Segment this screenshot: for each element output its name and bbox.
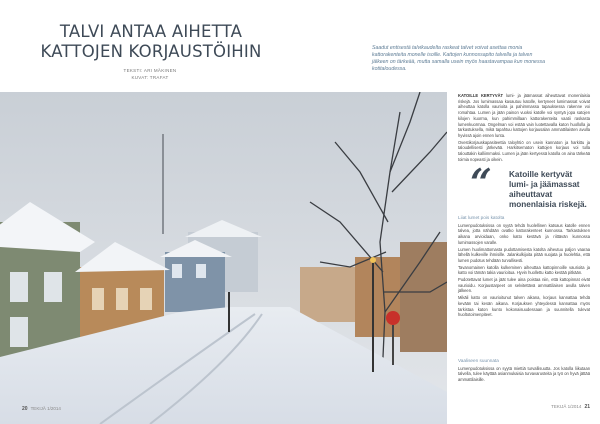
- article-column-middle: [458, 215, 590, 319]
- article-column-top: [458, 93, 590, 163]
- folio-label-left: TEKIJÄ 1/2014: [30, 406, 61, 411]
- section-subhead: Liiat lumet pois katolta: [458, 215, 505, 220]
- folio-label-right: TEKIJÄ 1/2014: [551, 404, 582, 409]
- pull-quote-text: Katoille kertyvät lumi- ja jäämassat aiheuttavat monenlaisia riskejä.: [509, 170, 587, 209]
- lead-in-caps: KATOILLE KERTYVÄT: [458, 93, 504, 98]
- author-credit: TEKSTI: ARI MÄKINEN: [123, 68, 177, 73]
- folio-left: [22, 406, 61, 412]
- photo-credit: KUVAT: TRAFAT: [131, 75, 169, 80]
- body-paragraph: Ovestikorjauskapasiteettia taloyhtiö on usein kannaton ja harkittu ja taloudellisesti järkevää. Harkitsematon kattojen korjaus voi tulla talouttakin kalliimmaksi. Lumen ja jään kertyessä katolla on aina tärkeää toimia nopeasti ja oikein.: [458, 139, 590, 162]
- body-paragraph: Lumenpudotuksissa on syytä tehdä huolellinen katsaus katolle ennen talvea, jotta nähdään ovatko kattorakenteet kunnossa. Tarkastuksen aikana arvioidaan, onko katto kestävä ja riittävän kunnossa lumimassojen varalle.: [458, 222, 590, 245]
- body-paragraph: lumi- ja jäämassat aiheuttavat monenlaisia riskejä. Jos lumimassaa kasautuu katolle, kertyneet lumimassat voivat aiheuttaa katolla vaurioita ja pahimmassa tapauksessa rakenne voi romahtaa. Lumen ja jään painon vuoksi katolle voi syntyä jopa satojen kilojen kuorma, kun pahimmillaan kattorakenteita vaatii raskasta lumenkuormaa. Ongelman voi estää vain luotettavalla katon huollolla ja tarkastuksella, mikä tapahtuu kattojen korjausalan ammattilaisten avulla hyvissä ajoin ennen lunta.: [458, 93, 590, 138]
- lead-paragraph: Saadut entisestä talvikaudelta raskeat talvet voivat asettaa monia kattorakenteita monelle isoille. Kattojen kunnossapito talvella ja talven jälkeen on tärkeää, mutta samalla usein myös haastavampaa kun monessa kotitaloudessa.: [372, 45, 546, 72]
- folio-right: [551, 404, 590, 410]
- page-number-right: 21: [584, 404, 590, 410]
- body-paragraph: Mikäli katto on vaurioitunut talven aikana, korjaus kannattaa tehdä kevään tai kesän aikana. Korjauksen yhteydessä kannattaa myös tarkistaa katon kunto kokonaisuudessaan ja suunnitella tulevat huoltotoimenpiteet.: [458, 295, 590, 318]
- street-winter-photo: [0, 92, 447, 424]
- article-column-bottom: [458, 358, 590, 384]
- quote-mark-icon: “: [470, 160, 492, 205]
- section-subhead: Vaaliseen suunnata: [458, 358, 499, 363]
- body-paragraph: Lumenpudotuksissa on syytä miettiä turvallisuutta. Jos katolla liikutaan talvella, tulee käyttää asianmukaisia turvavarusteita ja työ on hyvä jättää ammattilaisille.: [458, 365, 590, 383]
- page-number-left: 20: [22, 406, 28, 412]
- article-title: TALVI ANTAA AIHETTA KATTOJEN KORJAUSTÖIHIN: [40, 22, 262, 61]
- body-paragraph: Pudotettavat lumet ja jäät tulee aina poistaa niin, että kattopinnat eivät vaurioidu. Korjaustarpeet on selvitettävä ammattilaisen avulla talven jälkeen.: [458, 277, 590, 294]
- body-paragraph: Lumen huolimattomasta pudottamisesta katolta aiheutuu paljon vaaraa lähellä kulkeville ihmisille. Jalankulkijoita pitää suojata ja huolehtia, että lumen pudotus tehdään turvallisesti.: [458, 246, 590, 263]
- body-paragraph: Tavanomainen katolla kulkeminen aiheuttaa kattopinnoille vaurioita ja katto voi tämän takia vaurioitua. Hyvin huollettu katto kestää pitkään.: [458, 264, 590, 276]
